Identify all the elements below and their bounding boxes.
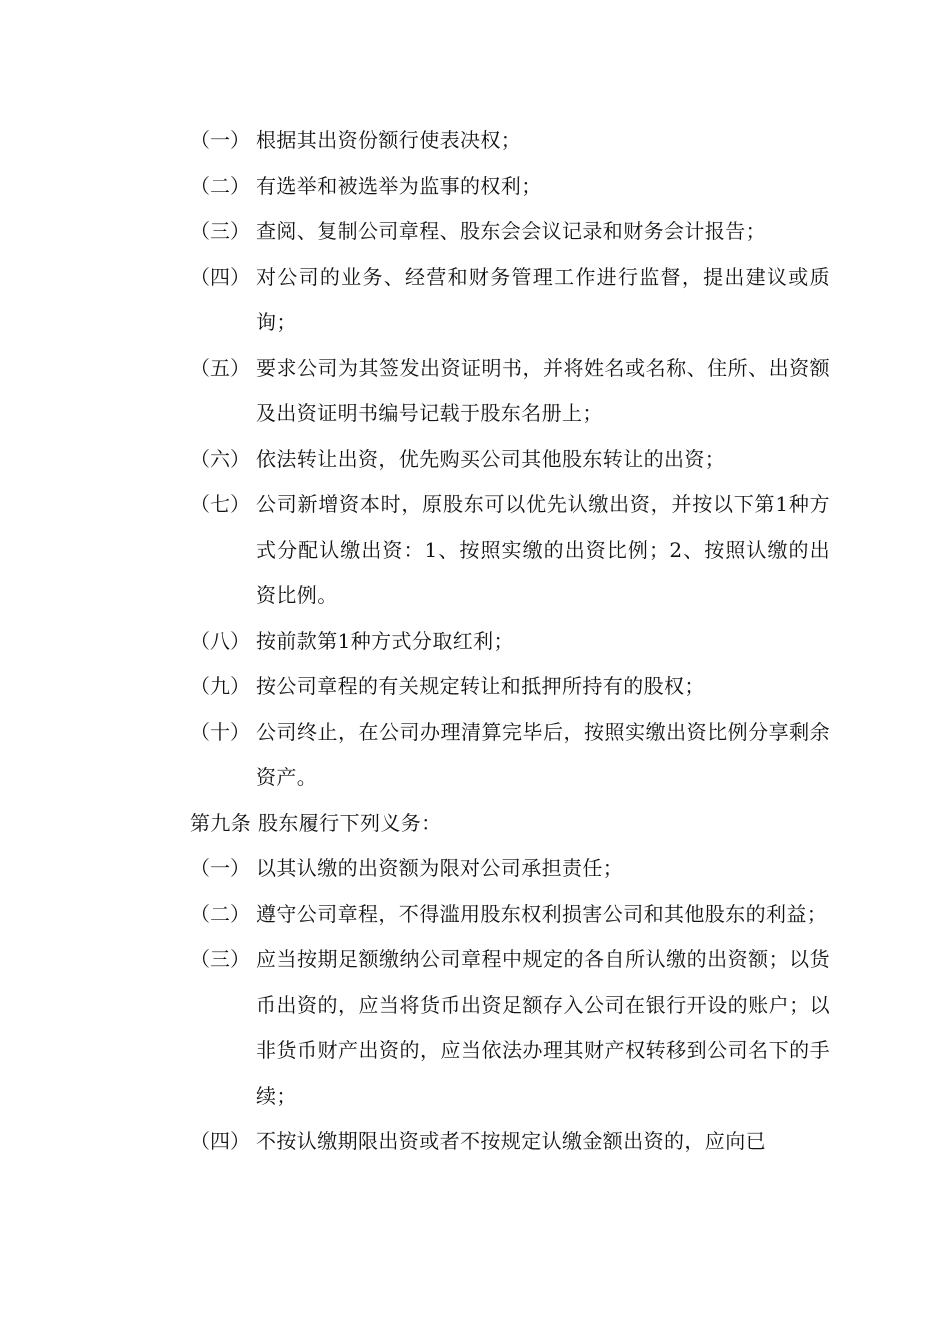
item-text: 以其认缴的出资额为限对公司承担责任； xyxy=(256,856,624,880)
item-text: 查阅、复制公司章程、股东会会议记录和财务会计报告； xyxy=(256,219,766,243)
item-number: （三） xyxy=(190,219,250,243)
list-item xyxy=(190,664,830,710)
item-number: （四） xyxy=(190,264,250,289)
item-text: 依法转让出资，优先购买公司其他股东转让的出资； xyxy=(256,446,726,471)
item-number: （六） xyxy=(190,446,250,471)
document-body xyxy=(190,118,830,1165)
article-heading: 第九条 股东履行下列义务： xyxy=(190,810,442,835)
item-text: 公司终止，在公司办理清算完毕后，按照实缴出资比例分享剩余资产。 xyxy=(256,719,830,789)
item-text: 遵守公司章程，不得滥用股东权利损害公司和其他股东的利益； xyxy=(256,901,828,926)
list-item xyxy=(190,255,830,346)
list-item xyxy=(190,710,830,801)
item-text: 按公司章程的有关规定转让和抵押所持有的股权； xyxy=(256,674,705,698)
item-text: 不按认缴期限出资或者不按规定认缴金额出资的，应向已 xyxy=(256,1129,766,1153)
list-item xyxy=(190,892,830,938)
item-number: （三） xyxy=(190,947,250,971)
item-text: 应当按期足额缴纳公司章程中规定的各自所认缴的出资额；以货币出资的，应当将货币出资足额存入公司在银行开设的账户；以非货币财产出资的，应当依法办理其财产权转移到公司名下的手续； xyxy=(256,947,830,1108)
item-number: （二） xyxy=(190,901,250,926)
list-item xyxy=(190,346,830,437)
list-item xyxy=(190,937,830,1119)
list-item xyxy=(190,118,830,164)
list-item xyxy=(190,619,830,665)
list-item xyxy=(190,1119,830,1165)
item-text: 有选举和被选举为监事的权利； xyxy=(256,173,542,198)
item-text: 对公司的业务、经营和财务管理工作进行监督，提出建议或质询； xyxy=(256,264,830,334)
list-item xyxy=(190,209,830,255)
list-item xyxy=(190,437,830,483)
item-number: （七） xyxy=(190,492,250,516)
list-item xyxy=(190,482,830,619)
item-text: 根据其出资份额行使表决权； xyxy=(256,128,522,152)
item-number: （十） xyxy=(190,719,250,744)
item-number: （四） xyxy=(190,1129,250,1153)
item-text: 按前款第1种方式分取红利； xyxy=(256,628,514,653)
item-number: （一） xyxy=(190,856,250,880)
item-number: （二） xyxy=(190,173,250,198)
list-item xyxy=(190,164,830,210)
item-number: （五） xyxy=(190,355,250,380)
item-text: 要求公司为其签发出资证明书，并将姓名或名称、住所、出资额及出资证明书编号记载于股东名册上； xyxy=(256,355,830,425)
item-text: 公司新增资本时，原股东可以优先认缴出资，并按以下第1种方式分配认缴出资：1、按照实缴的出资比例；2、按照认缴的出资比例。 xyxy=(256,492,830,607)
item-number: （一） xyxy=(190,128,250,152)
item-number: （九） xyxy=(190,674,250,698)
item-number: （八） xyxy=(190,628,250,653)
list-item xyxy=(190,846,830,892)
